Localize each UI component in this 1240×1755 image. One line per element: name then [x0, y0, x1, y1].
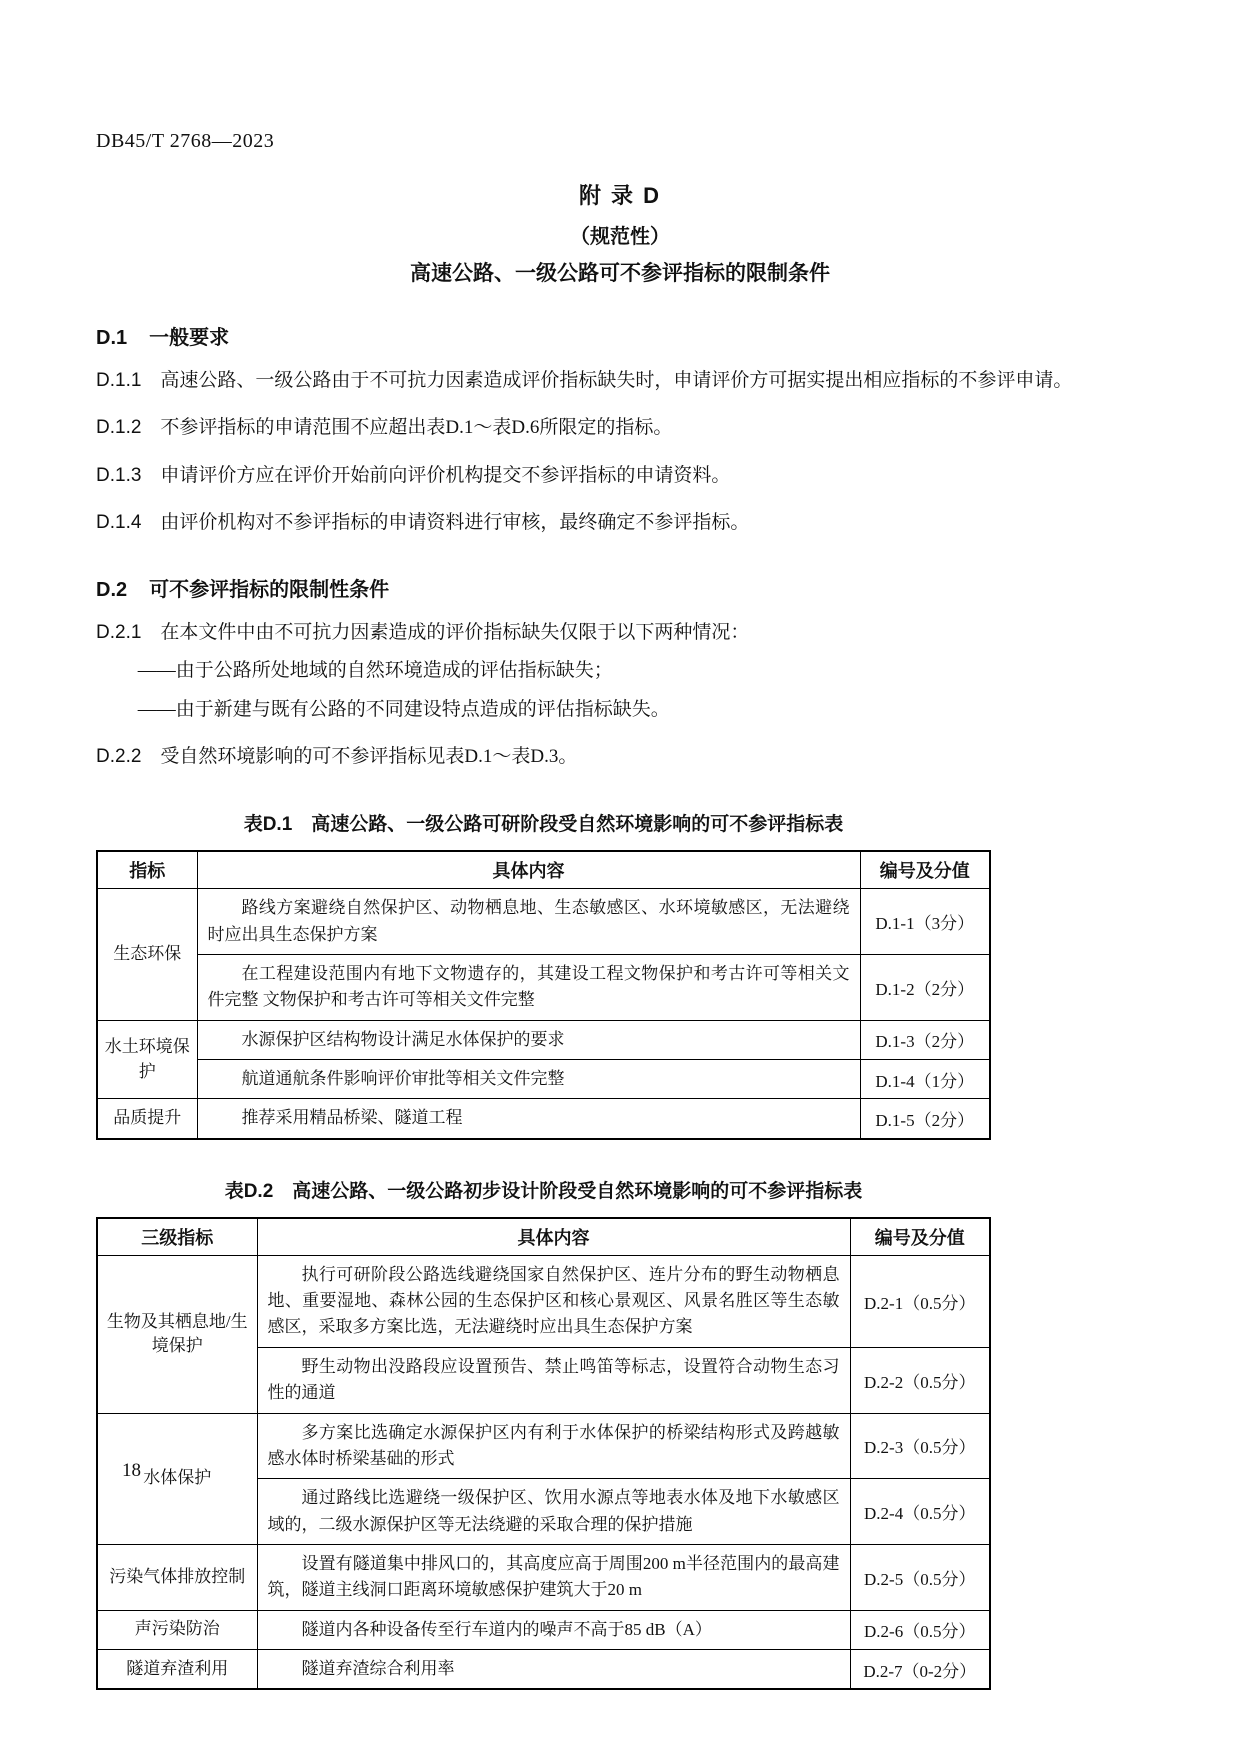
appendix-subtitle: 高速公路、一级公路可不参评指标的限制条件 [410, 262, 830, 285]
table-row [97, 1020, 990, 1059]
table-header-row [97, 851, 990, 889]
col-header-code: 编号及分值 [850, 1218, 990, 1256]
content-cell: 多方案比选确定水源保护区内有利于水体保护的桥梁结构形式及跨越敏感水体时桥梁基础的形式 [257, 1413, 850, 1479]
clause-number: D.1.3 [96, 464, 142, 486]
clause-d2-2 [96, 741, 1144, 773]
table-d2 [96, 1217, 991, 1690]
code-cell: D.1-3（2分） [860, 1020, 990, 1059]
code-cell: D.2-6（0.5分） [850, 1610, 990, 1649]
clause-text: 不参评指标的申请范围不应超出表D.1～表D.6所限定的指标。 [160, 417, 673, 439]
indicator-cell: 水体保护 [97, 1413, 257, 1544]
clause-number: D.2.1 [96, 622, 142, 644]
table-row [97, 1255, 990, 1347]
code-cell: D.2-1（0.5分） [850, 1255, 990, 1347]
title-block [96, 179, 1144, 287]
clause-number: D.1.2 [96, 417, 142, 439]
table-d1-caption: 表D.1 高速公路、一级公路可研阶段受自然环境影响的可不参评指标表 [243, 814, 844, 836]
table-row [97, 1060, 990, 1099]
section-title: 可不参评指标的限制性条件 [149, 579, 390, 602]
clause-d1-2 [96, 412, 1144, 444]
code-cell: D.1-5（2分） [860, 1099, 990, 1139]
col-header-content: 具体内容 [257, 1218, 850, 1256]
content-cell: 执行可研阶段公路选线避绕国家自然保护区、连片分布的野生动物栖息地、重要湿地、森林公园的生态保护区和核心景观区、风景名胜区等生态敏感区，采取多方案比选，无法避绕时应出具生态保护方案 [257, 1255, 850, 1347]
clause-number: D.1.4 [96, 511, 142, 533]
content-cell: 路线方案避绕自然保护区、动物栖息地、生态敏感区、水环境敏感区，无法避绕时应出具生态保护方案 [197, 889, 860, 955]
clause-number: D.1.1 [96, 370, 142, 391]
content-cell: 航道通航条件影响评价审批等相关文件完整 [197, 1060, 860, 1099]
content-cell: 在工程建设范围内有地下文物遗存的，其建设工程文物保护和考古许可等相关文件完整 文物保护和考古许可等相关文件完整 [197, 955, 860, 1021]
code-cell: D.2-2（0.5分） [850, 1347, 990, 1413]
code-cell: D.1-2（2分） [860, 955, 990, 1021]
clause-text: 申请评价方应在评价开始前向评价机构提交不参评指标的申请资料。 [160, 464, 731, 486]
code-cell: D.2-5（0.5分） [850, 1544, 990, 1610]
indicator-cell: 品质提升 [97, 1099, 197, 1139]
appendix-title: 附 录 D [578, 183, 662, 208]
table-row [97, 889, 990, 955]
clause-text: 高速公路、一级公路由于不可抗力因素造成评价指标缺失时，申请评价方可据实提出相应指标的不参评申请。 [160, 370, 1073, 391]
table-header-row [97, 1218, 990, 1256]
clause-d1-4 [96, 507, 1144, 539]
indicator-cell: 生物及其栖息地/生境保护 [97, 1255, 257, 1413]
dash-item: ——由于新建与既有公路的不同建设特点造成的评估指标缺失。 [137, 698, 670, 720]
code-cell: D.2-3（0.5分） [850, 1413, 990, 1479]
clause-text: 在本文件中由不可抗力因素造成的评价指标缺失仅限于以下两种情况： [160, 622, 750, 644]
clause-d1-1 [96, 365, 1144, 397]
content-cell: 野生动物出没路段应设置预告、禁止鸣笛等标志，设置符合动物生态习性的通道 [257, 1347, 850, 1413]
col-header-indicator: 指标 [97, 851, 197, 889]
doc-number: DB45/T 2768—2023 [96, 130, 275, 152]
indicator-cell: 隧道弃渣利用 [97, 1649, 257, 1689]
section-heading-d2 [96, 573, 1144, 602]
col-header-content: 具体内容 [197, 851, 860, 889]
code-cell: D.2-7（0-2分） [850, 1649, 990, 1689]
code-cell: D.1-1（3分） [860, 889, 990, 955]
table-row [97, 1413, 990, 1479]
clause-d2-1 [96, 617, 1144, 649]
clause-d1-3 [96, 460, 1144, 492]
normative-label: （规范性） [570, 226, 670, 248]
dash-item: ——由于公路所处地域的自然环境造成的评估指标缺失； [137, 660, 613, 682]
section-number: D.2 [96, 579, 128, 602]
content-cell: 水源保护区结构物设计满足水体保护的要求 [197, 1020, 860, 1059]
content-cell: 推荐采用精品桥梁、隧道工程 [197, 1099, 860, 1139]
content-cell: 隧道内各种设备传至行车道内的噪声不高于85 dB（A） [257, 1610, 850, 1649]
content-cell: 通过路线比选避绕一级保护区、饮用水源点等地表水体及地下水敏感区域的，二级水源保护区等无法绕避的采取合理的保护措施 [257, 1479, 850, 1545]
table-row [97, 955, 990, 1021]
code-cell: D.1-4（1分） [860, 1060, 990, 1099]
indicator-cell: 水土环境保护 [97, 1020, 197, 1099]
table-row [97, 1649, 990, 1689]
indicator-cell: 污染气体排放控制 [97, 1544, 257, 1610]
section-title: 一般要求 [149, 327, 230, 349]
table-d2-caption: 表D.2 高速公路、一级公路初步设计阶段受自然环境影响的可不参评指标表 [224, 1180, 863, 1202]
clause-number: D.2.2 [96, 746, 142, 768]
col-header-indicator: 三级指标 [97, 1218, 257, 1256]
code-cell: D.2-4（0.5分） [850, 1479, 990, 1545]
page-number: 18 [122, 1460, 141, 1481]
clause-text: 由评价机构对不参评指标的申请资料进行审核，最终确定不参评指标。 [160, 511, 750, 533]
table-row [97, 1544, 990, 1610]
section-heading-d1 [96, 321, 1144, 350]
content-cell: 隧道弃渣综合利用率 [257, 1649, 850, 1689]
col-header-code: 编号及分值 [860, 851, 990, 889]
indicator-cell: 声污染防治 [97, 1610, 257, 1649]
indicator-cell: 生态环保 [97, 889, 197, 1020]
table-d1 [96, 850, 991, 1139]
table-row [97, 1610, 990, 1649]
table-row [97, 1099, 990, 1139]
content-cell: 设置有隧道集中排风口的，其高度应高于周围200 m半径范围内的最高建筑，隧道主线洞口距离环境敏感保护建筑大于20 m [257, 1544, 850, 1610]
clause-text: 受自然环境影响的可不参评指标见表D.1～表D.3。 [160, 746, 578, 768]
section-number: D.1 [96, 327, 128, 349]
